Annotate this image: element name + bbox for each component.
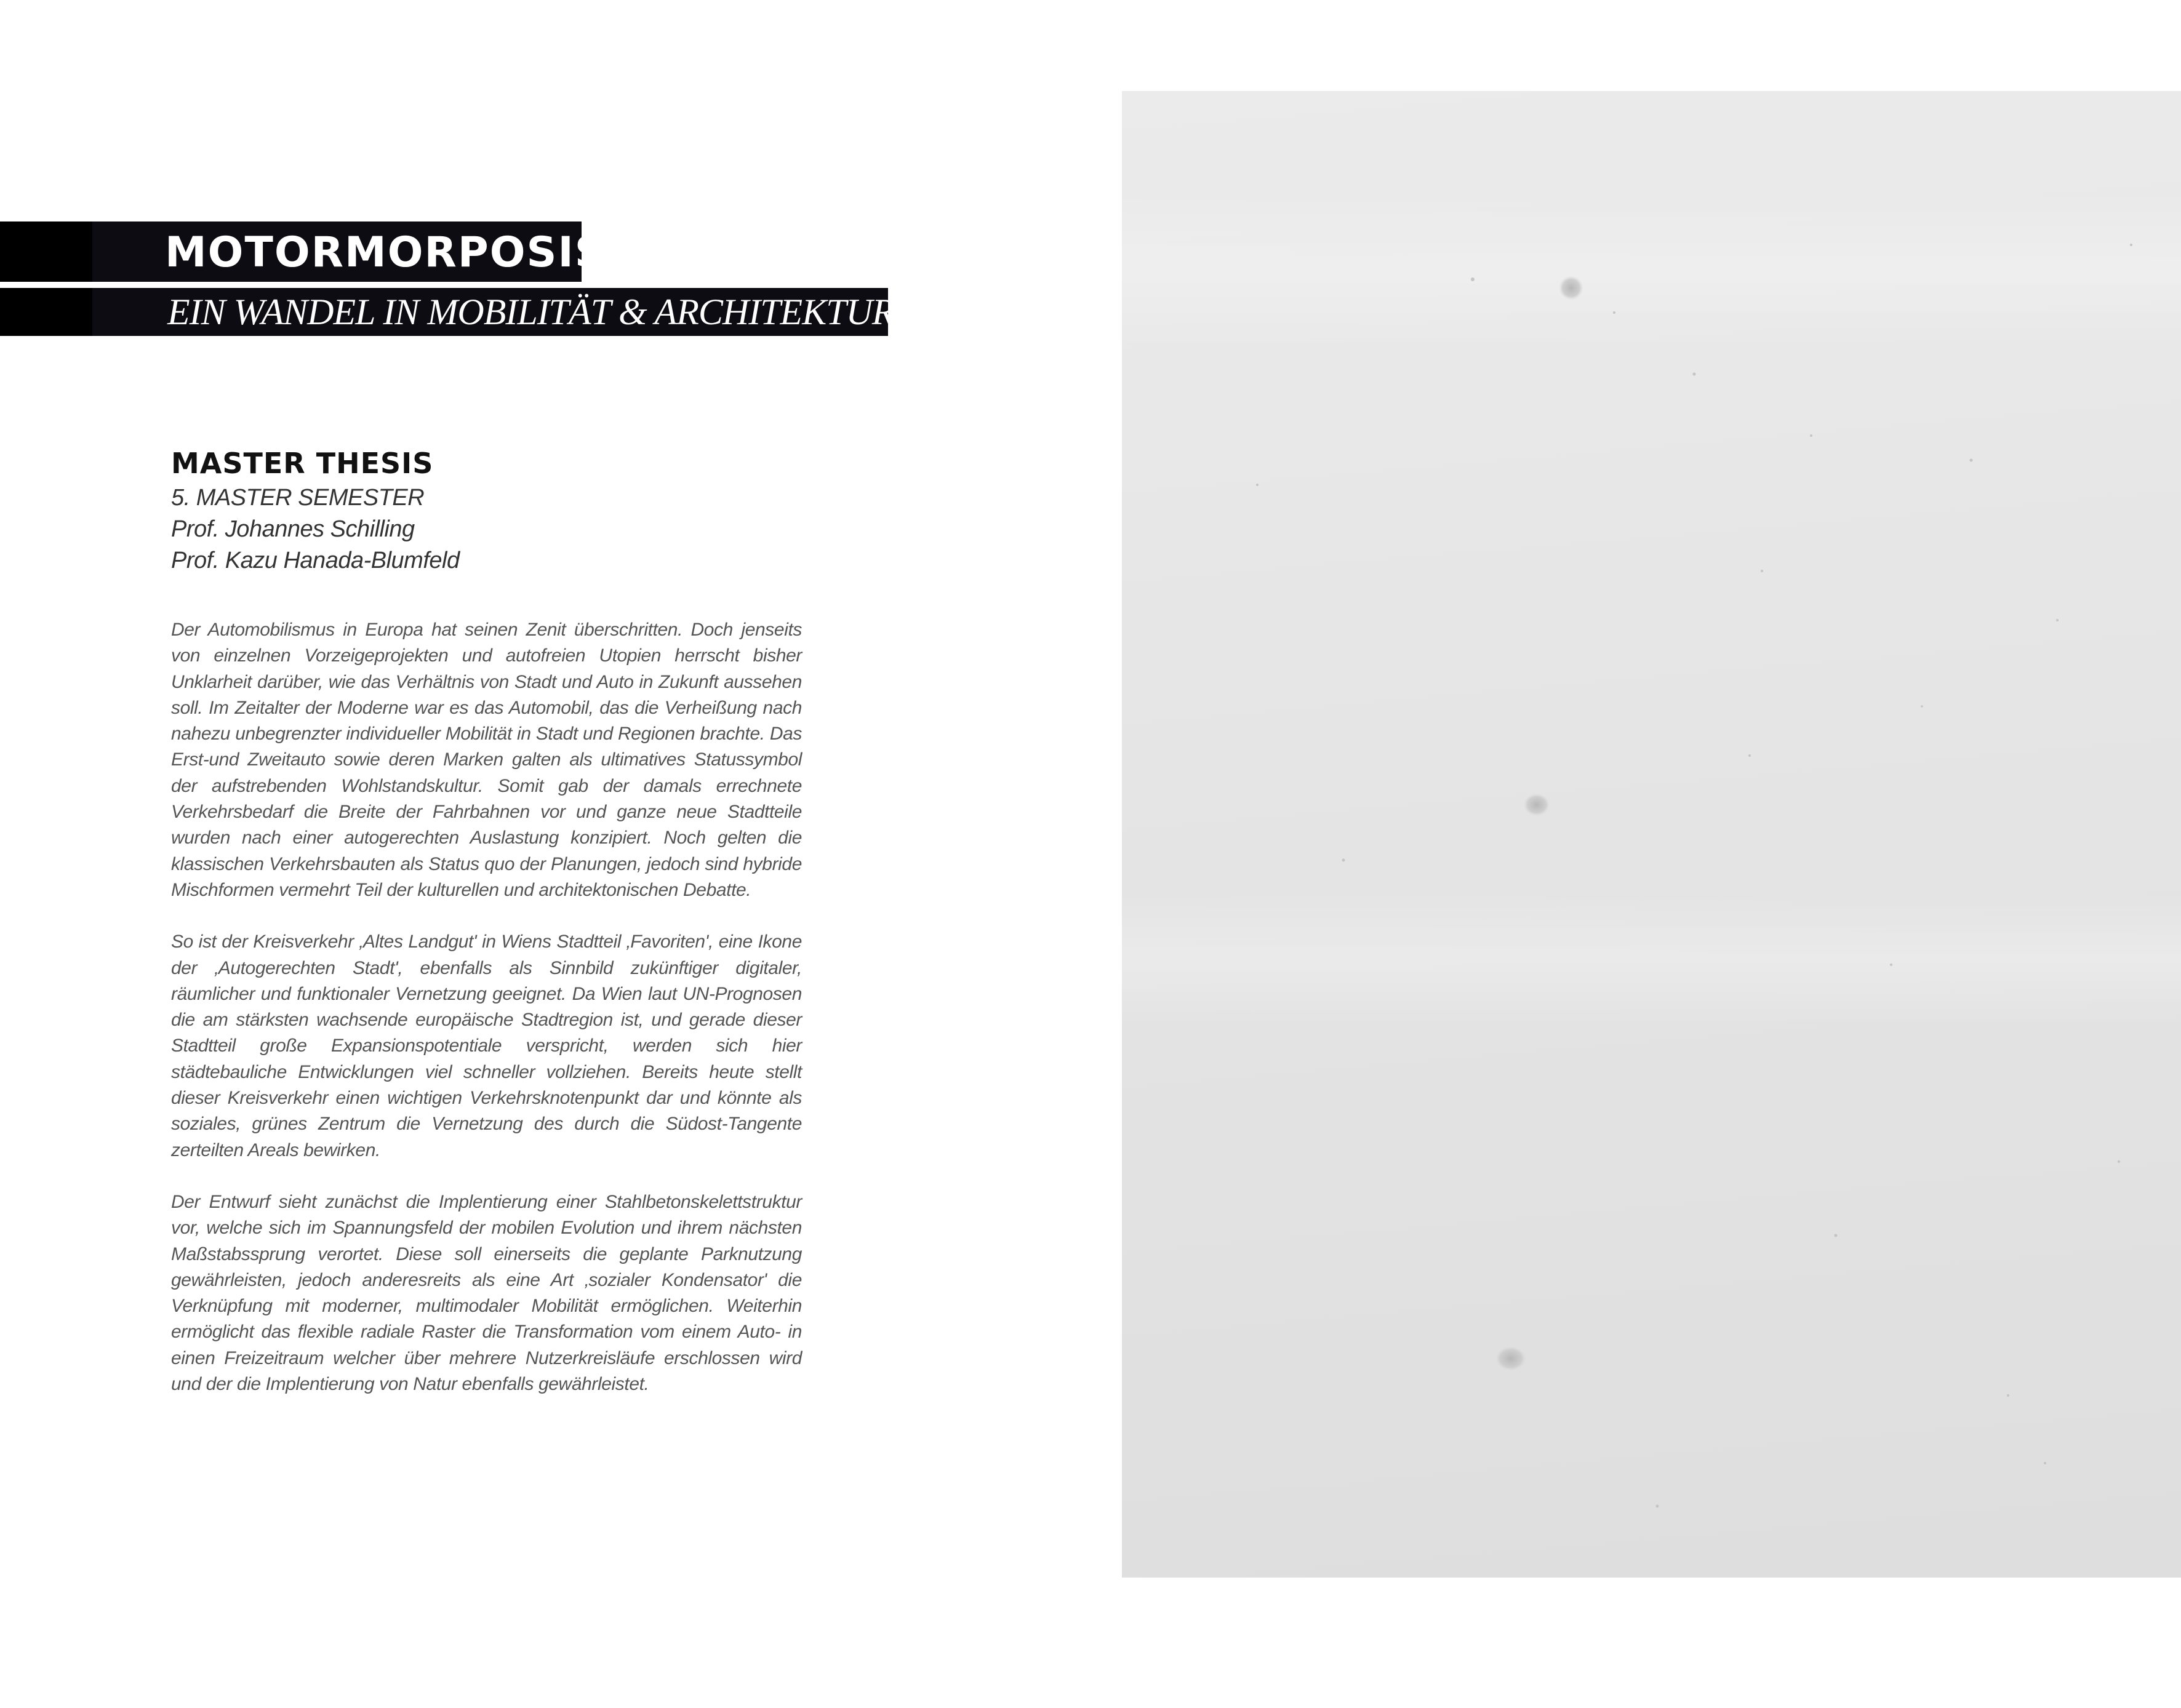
thesis-meta	[171, 482, 460, 577]
professor-line-1: Prof. Johannes Schilling	[171, 516, 415, 542]
professor-line-2: Prof. Kazu Hanada-Blumfeld	[171, 548, 460, 573]
abstract-paragraph-1: Der Automobilismus in Europa hat seinen Zenit überschritten. Doch jenseits von einzelnen Vorzeigeprojekten und autofreien Utopien herrscht bisher Unklarheit darüber, wie das Verhältnis von Stadt und Auto in Zukunft aussehen soll. Im Zeitalter der Moderne war es das Automobil, das die Verheißung nach nahezu unbegrenzter individueller Mobilität in Stadt und Regionen brachte. Das Erst-und Zweitauto sowie deren Marken galten als ultimatives Statussymbol der aufstrebenden Wohlstandskultur. Somit gab der damals errechnete Verkehrsbedarf die Breite der Fahrbahnen vor und ganze neue Stadtteile wurden nach einer autogerechten Auslastung konzipiert. Noch gelten die klassischen Verkehrsbauten als Status quo der Planungen, jedoch sind hybride Mischformen vermehrt Teil der kulturellen und architektonischen Debatte.	[171, 620, 802, 900]
thesis-heading: MASTER THESIS	[171, 447, 434, 480]
concrete-texture-icon	[1122, 91, 2181, 1578]
abstract-paragraph-3: Der Entwurf sieht zunächst die Implentierung einer Stahlbetonskelettstruktur vor, welche sich im Spannungsfeld der mobilen Evolution und ihrem nächsten Maßstabssprung verortet. Diese soll einerseits die geplante Parknutzung gewährleisten, jedoch anderesreits als eine Art ‚sozialer Kondensator' die Verknüpfung mit moderner, multimodaler Mobilität ermöglichen. Weiterhin ermöglicht das flexible radiale Raster die Transformation vom einem Auto- in einen Freizeitraum welcher über mehrere Nutzerkreisläufe erschlossen wird und der die Implentierung von Natur ebenfalls gewährleistet.	[171, 1191, 802, 1395]
abstract-text	[171, 617, 802, 1423]
semester-line: 5. MASTER SEMESTER	[171, 485, 425, 511]
project-title: MOTORMORPOSIS	[165, 228, 606, 277]
project-subtitle: EIN WANDEL IN MOBILITÄT & ARCHITEKTUR	[167, 292, 894, 332]
subtitle-banner-accent	[0, 288, 92, 336]
abstract-paragraph-2: So ist der Kreisverkehr ‚Altes Landgut' in Wiens Stadtteil ‚Favoriten', eine Ikone der ‚Autogerechten Stadt', ebenfalls als Sinnbild zukünftiger digitaler, räumlicher und funktionaler Vernetzung geeignet. Da Wien laut UN-Prognosen die am stärksten wachsende europäische Stadtregion ist, und gerade dieser Stadtteil große Expansionspotentiale verspricht, werden sich hier städtebauliche Entwicklungen viel schneller vollziehen. Bereits heute stellt dieser Kreisverkehr einen wichtigen Verkehrsknotenpunkt dar und könnte als soziales, grünes Zentrum die Vernetzung des durch die Südost-Tangente zerteilten Areals bewirken.	[171, 932, 802, 1160]
concrete-texture-photo	[1122, 91, 2181, 1578]
title-banner-accent	[0, 221, 92, 282]
